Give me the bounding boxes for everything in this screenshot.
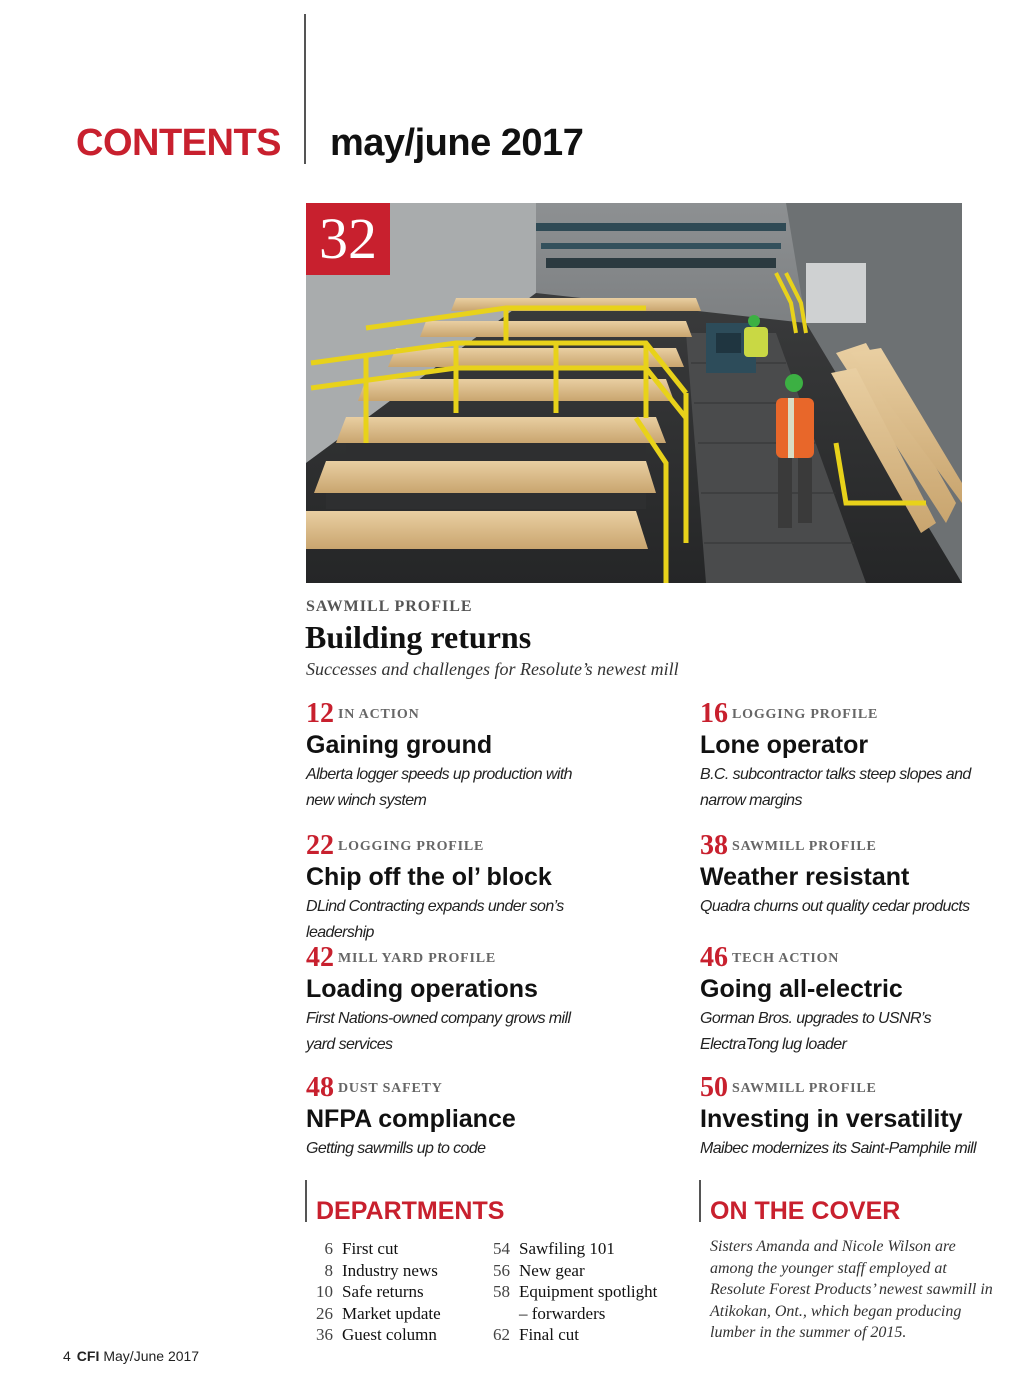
cover-caption: Sisters Amanda and Nicole Wilson are among the younger staff employed at Resolute Forest Products’ newest sawmill in Atikokan, Ont., which began producing lumber in the summer of 2015. [710,1238,993,1341]
story-section: TECH ACTION [732,951,840,966]
story-deck: First Nations-owned company grows mill yard services [306,1010,571,1053]
department-item[interactable]: 54 Sawfiling 101 [493,1239,615,1258]
story-title: NFPA compliance [306,1105,516,1133]
department-item[interactable]: 10 Safe returns [316,1282,424,1301]
story-item[interactable] [700,830,1000,920]
issue-title: may/june 2017 [330,122,584,164]
story-deck: Gorman Bros. upgrades to USNR’s ElectraTong lug loader [700,1010,931,1053]
story-page-number: 22 [306,830,334,861]
contents-title: CONTENTS [76,122,281,164]
story-page-number: 48 [306,1072,334,1103]
story-item[interactable] [700,698,1000,814]
department-item[interactable]: 6 First cut [324,1239,399,1258]
story-section: IN ACTION [338,707,420,722]
story-title: Lone operator [700,731,869,759]
cover-title: ON THE COVER [710,1197,901,1225]
story-title: Loading operations [306,975,538,1003]
folio [63,1348,199,1364]
department-item[interactable]: 56 New gear [493,1260,585,1280]
folio-magazine: CFI [76,1348,100,1364]
departments-divider [305,1180,307,1222]
story-item[interactable] [700,942,1000,1058]
story-title: Gaining ground [306,731,493,759]
story-title: Investing in versatility [700,1105,963,1133]
story-page-number: 38 [700,830,728,861]
feature-section-label: SAWMILL PROFILE [306,598,473,615]
story-section: MILL YARD PROFILE [338,951,497,966]
story-deck: Alberta logger speeds up production with new winch system [306,766,572,809]
departments-list-right [484,1238,657,1346]
feature-headline: Building returns [305,619,532,655]
story-section: LOGGING PROFILE [338,839,485,854]
story-section: DUST SAFETY [338,1081,443,1096]
department-item-continued: – forwarders [519,1303,606,1323]
story-page-number: 42 [306,942,334,973]
story-item[interactable] [306,698,606,814]
feature-photo [306,203,962,583]
story-section: SAWMILL PROFILE [732,1081,877,1096]
folio-page-number: 4 [63,1348,71,1364]
story-page-number: 16 [700,698,728,729]
story-page-number: 50 [700,1072,728,1103]
department-item[interactable]: 62 Final cut [493,1325,579,1344]
story-deck: B.C. subcontractor talks steep slopes and narrow margins [700,766,971,809]
department-item[interactable]: 58 Equipment spotlight [493,1282,658,1301]
departments-title: DEPARTMENTS [316,1197,505,1225]
story-title: Chip off the ol’ block [306,863,552,891]
story-item[interactable] [306,942,606,1058]
header-divider [304,14,306,164]
department-item[interactable]: 8 Industry news [324,1260,438,1280]
feature-deck: Successes and challenges for Resolute’s newest mill [306,659,679,679]
story-deck: Getting sawmills up to code [306,1140,486,1157]
story-section: LOGGING PROFILE [732,707,879,722]
story-title: Going all-electric [700,975,903,1003]
story-deck: Maibec modernizes its Saint-Pamphile mill [700,1140,976,1157]
story-title: Weather resistant [700,863,910,891]
story-page-number: 12 [306,698,334,729]
folio-issue: May/June 2017 [103,1348,200,1364]
story-item[interactable] [700,1072,1000,1162]
story-item[interactable] [306,1072,606,1162]
story-section: SAWMILL PROFILE [732,839,877,854]
department-item[interactable]: 26 Market update [316,1303,441,1323]
story-deck: DLind Contracting expands under son’s leadership [306,898,564,941]
story-item[interactable] [306,830,606,946]
departments-list-left [307,1238,441,1346]
story-deck: Quadra churns out quality cedar products [700,898,970,915]
department-item[interactable]: 36 Guest column [316,1325,437,1344]
cover-divider [699,1180,701,1222]
story-page-number: 46 [700,942,728,973]
feature-page-badge: 32 [306,203,390,275]
